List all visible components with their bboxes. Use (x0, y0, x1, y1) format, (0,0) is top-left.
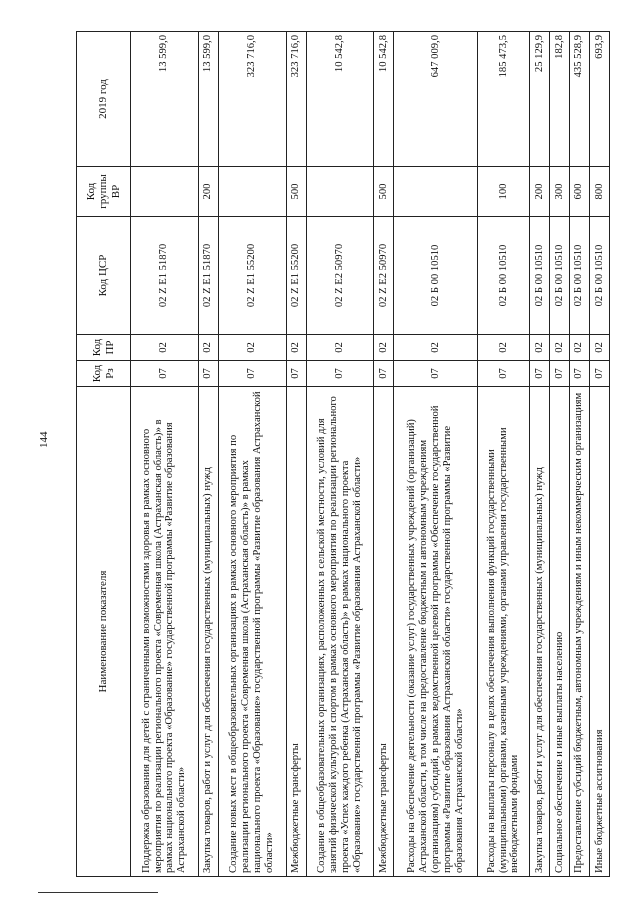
table-row (549, 32, 569, 877)
row-name: Расходы на выплаты персоналу в целях обеспечения выполнения функций государственными (муниципальными) органами, казенными учреждениями, органами управления государственными внебюджетными фондами (478, 387, 530, 877)
row-name: Закупка товаров, работ и услуг для обеспечения государственных (муниципальных) нужд (529, 387, 549, 877)
table-row (286, 32, 306, 877)
table-row (218, 32, 286, 877)
row-csr: 02 Б 00 10510 (394, 217, 478, 335)
row-rz: 07 (549, 361, 569, 387)
row-rz: 07 (529, 361, 549, 387)
row-name: Иные бюджетные ассигнования (589, 387, 609, 877)
row-csr: 02 Z E2 50970 (374, 217, 394, 335)
row-pr: 02 (549, 335, 569, 361)
row-value: 13 599,0 (198, 32, 218, 167)
table-row (569, 32, 589, 877)
row-rz: 07 (218, 361, 286, 387)
row-value: 693,9 (589, 32, 609, 167)
budget-table (76, 31, 610, 877)
row-vr: 500 (286, 167, 306, 217)
table-row (394, 32, 478, 877)
row-pr: 02 (131, 335, 199, 361)
row-csr: 02 Б 00 10510 (589, 217, 609, 335)
row-value: 323 716,0 (218, 32, 286, 167)
row-pr: 02 (478, 335, 530, 361)
row-csr: 02 Б 00 10510 (569, 217, 589, 335)
table-row (478, 32, 530, 877)
row-vr (394, 167, 478, 217)
row-value: 182,8 (549, 32, 569, 167)
row-csr: 02 Z E2 50970 (306, 217, 374, 335)
row-value: 25 129,9 (529, 32, 549, 167)
row-pr: 02 (198, 335, 218, 361)
table-header-row (77, 32, 131, 877)
row-value: 323 716,0 (286, 32, 306, 167)
row-pr: 02 (569, 335, 589, 361)
row-rz: 07 (374, 361, 394, 387)
row-value: 10 542,8 (306, 32, 374, 167)
row-name: Межбюджетные трансферты (374, 387, 394, 877)
row-value: 185 473,5 (478, 32, 530, 167)
row-csr: 02 Б 00 10510 (549, 217, 569, 335)
budget-table-wrapper (76, 32, 610, 877)
row-vr: 100 (478, 167, 530, 217)
row-vr: 200 (198, 167, 218, 217)
table-row (529, 32, 549, 877)
header-pr: Код ПР (77, 335, 131, 361)
row-value: 13 599,0 (131, 32, 199, 167)
row-name: Создание новых мест в общеобразовательных организациях в рамках основного мероприятия по реализации регионального проекта «Современная школа (Астраханская область)» в рамках национального проекта «Образование» государственной программы «Развитие образования Астраханской области» (218, 387, 286, 877)
row-rz: 07 (306, 361, 374, 387)
row-csr: 02 Б 00 10510 (529, 217, 549, 335)
row-csr: 02 Z E1 55200 (218, 217, 286, 335)
row-pr: 02 (286, 335, 306, 361)
row-value: 647 009,0 (394, 32, 478, 167)
row-rz: 07 (394, 361, 478, 387)
row-vr: 200 (529, 167, 549, 217)
table-row (374, 32, 394, 877)
row-name: Межбюджетные трансферты (286, 387, 306, 877)
table-row (131, 32, 199, 877)
row-vr (306, 167, 374, 217)
row-csr: 02 Z E1 51870 (131, 217, 199, 335)
row-csr: 02 Б 00 10510 (478, 217, 530, 335)
row-rz: 07 (589, 361, 609, 387)
row-rz: 07 (286, 361, 306, 387)
row-rz: 07 (569, 361, 589, 387)
row-name: Предоставление субсидий бюджетным, автономным учреждениям и иным некоммерческим организациям (569, 387, 589, 877)
row-vr: 600 (569, 167, 589, 217)
header-name: Наименование показателя (77, 387, 131, 877)
row-csr: 02 Z E1 55200 (286, 217, 306, 335)
row-value: 435 528,9 (569, 32, 589, 167)
row-name: Социальное обеспечение и иные выплаты населению (549, 387, 569, 877)
row-rz: 07 (131, 361, 199, 387)
row-vr (131, 167, 199, 217)
row-csr: 02 Z E1 51870 (198, 217, 218, 335)
row-vr: 800 (589, 167, 609, 217)
row-name: Закупка товаров, работ и услуг для обеспечения государственных (муниципальных) нужд (198, 387, 218, 877)
header-csr: Код ЦСР (77, 217, 131, 335)
row-pr: 02 (306, 335, 374, 361)
row-vr (218, 167, 286, 217)
row-name: Расходы на обеспечение деятельности (оказание услуг) государственных учреждений (организаций) Астраханской области, в том числе на предоставление бюджетным и автономным учреждениям (организациям) субсидий, в рамках ведомственной целевой программы «Обеспечение государственной программы «Развитие образования Астраханской области» государственной программы «Развитие образования Астраханской области» (394, 387, 478, 877)
table-row (589, 32, 609, 877)
header-year: 2019 год (77, 32, 131, 167)
row-vr: 500 (374, 167, 394, 217)
row-name: Создание в общеобразовательных организациях, расположенных в сельской местности, условий для занятий физической культурой и спортом в рамках основного мероприятия по реализации регионального проекта «Успех каждого ребенка (Астраханская область)» в рамках национального проекта «Образование» государственной программы «Развитие образования Астраханской области» (306, 387, 374, 877)
row-value: 10 542,8 (374, 32, 394, 167)
bottom-rule (38, 892, 158, 893)
row-pr: 02 (529, 335, 549, 361)
table-body (131, 32, 610, 877)
row-name: Поддержка образования для детей с ограниченными возможностями здоровья в рамках основного мероприятия по реализации регионального проекта «Современная школа (Астраханская область)» в рамках национального проекта «Образование» государственной программы «Развитие образования Астраханской области» (131, 387, 199, 877)
row-pr: 02 (374, 335, 394, 361)
row-rz: 07 (478, 361, 530, 387)
row-pr: 02 (218, 335, 286, 361)
header-rz: Код Рз (77, 361, 131, 387)
header-vr: Код группы ВР (77, 167, 131, 217)
table-row (306, 32, 374, 877)
table-row (198, 32, 218, 877)
row-pr: 02 (394, 335, 478, 361)
row-rz: 07 (198, 361, 218, 387)
row-pr: 02 (589, 335, 609, 361)
row-vr: 300 (549, 167, 569, 217)
page-number: 144 (38, 431, 50, 448)
